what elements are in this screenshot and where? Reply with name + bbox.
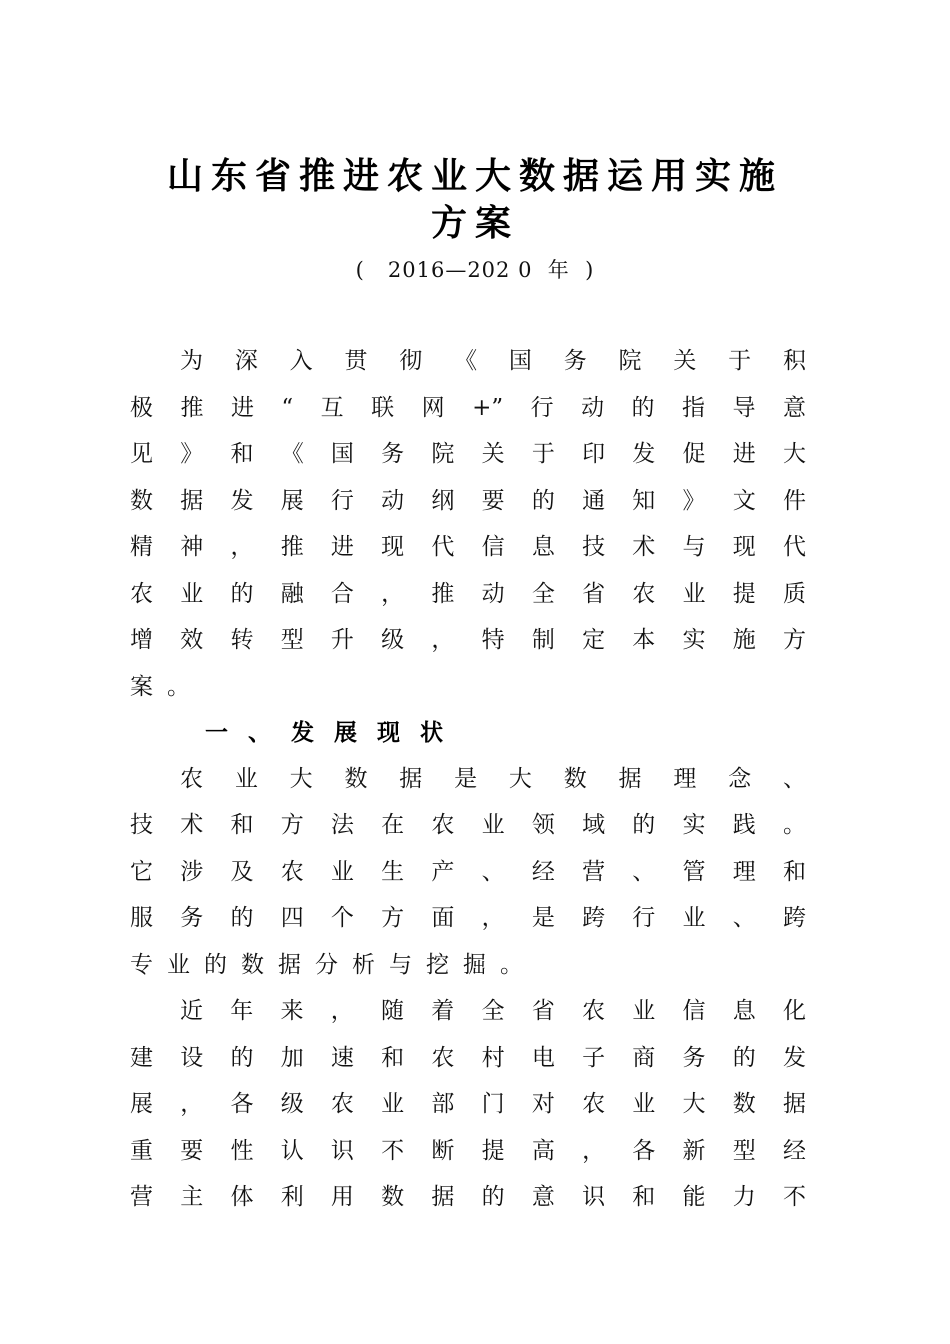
document-title-line2: 方案: [430, 202, 519, 244]
section-heading: 一、发展现状: [205, 720, 463, 746]
intro-line: 为深入贯彻《国务院关于积: [180, 348, 806, 374]
section-paragraph-line: 近年来，随着全省农业信息化: [180, 998, 806, 1024]
intro-line: 案。: [130, 674, 204, 700]
intro-line: 增效转型升级，特制定本实施方: [130, 627, 806, 653]
section-paragraph-line: 展，各级农业部门对农业大数据: [130, 1091, 806, 1117]
intro-line: 极推进“互联网+”行动的指导意: [130, 395, 806, 421]
section-paragraph-line: 服务的四个方面，是跨行业、跨: [130, 905, 806, 931]
intro-line: 见》和《国务院关于印发促进大: [130, 441, 806, 467]
intro-line: 精神，推进现代信息技术与现代: [130, 534, 806, 560]
document-subtitle: ( 2016—202 0 年 ): [355, 258, 595, 282]
section-paragraph-line: 技术和方法在农业领域的实践。: [130, 812, 806, 838]
section-paragraph-line: 建设的加速和农村电子商务的发: [130, 1045, 806, 1071]
section-paragraph-line: 营主体利用数据的意识和能力不: [130, 1184, 806, 1210]
section-paragraph-line: 专业的数据分析与挖掘。: [130, 952, 537, 978]
section-paragraph-line: 重要性认识不断提高，各新型经: [130, 1138, 806, 1164]
intro-line: 数据发展行动纲要的通知》文件: [130, 488, 806, 514]
intro-line: 农业的融合，推动全省农业提质: [130, 581, 806, 607]
document-title-line1: 山东省推进农业大数据运用实施: [166, 155, 783, 197]
section-paragraph-line: 它涉及农业生产、经营、管理和: [130, 859, 806, 885]
section-paragraph-line: 农业大数据是大数据理念、: [180, 766, 806, 792]
